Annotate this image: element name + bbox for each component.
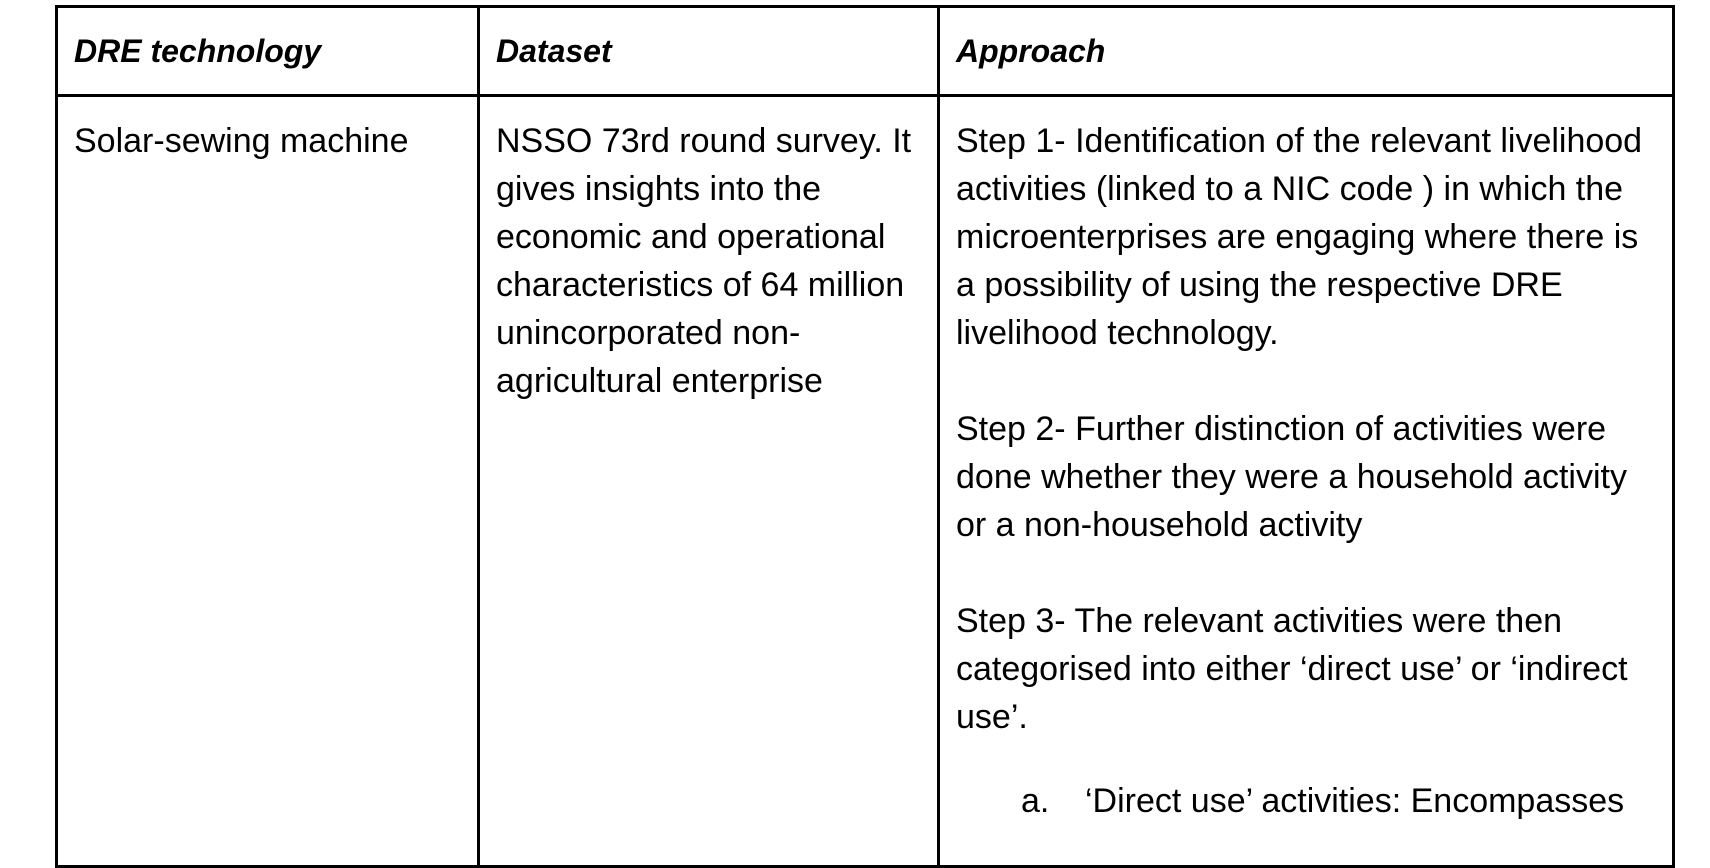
- table-row: [57, 96, 1674, 867]
- cell-approach: [939, 96, 1674, 867]
- header-dataset: Dataset: [479, 7, 939, 96]
- header-row: [57, 7, 1674, 96]
- approach-list-item-a: [1021, 777, 1662, 825]
- list-item-text: ‘Direct use’ activities: Encompasses: [1085, 782, 1625, 820]
- data-table: [55, 5, 1675, 868]
- cell-technology: Solar-sewing machine: [57, 96, 479, 867]
- cell-dataset: NSSO 73rd round survey. It gives insights into the economic and operational characteristics of 64 million unincorporated non-agricultural enterprise: [479, 96, 939, 867]
- header-technology: DRE technology: [57, 7, 479, 96]
- approach-step-1: Step 1- Identification of the relevant livelihood activities (linked to a NIC code ) in which the microenterprises are engaging where there is a possibility of using the respective DRE livelihood technology.: [956, 122, 1643, 352]
- approach-step-3: Step 3- The relevant activities were then categorised into either ‘direct use’ or ‘indirect use’.: [956, 602, 1628, 736]
- list-marker: a.: [1021, 782, 1050, 820]
- header-approach: Approach: [939, 7, 1674, 96]
- approach-step-2: Step 2- Further distinction of activities were done whether they were a household activity or a non-household activity: [956, 410, 1627, 544]
